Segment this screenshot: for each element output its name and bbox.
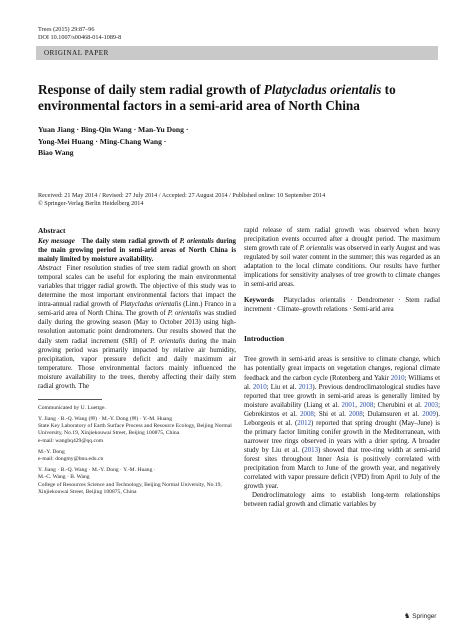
p1-f: ; Cherubini et al. xyxy=(373,401,425,409)
article-type-band xyxy=(36,46,438,60)
citation-link[interactable]: 2008 xyxy=(359,401,374,409)
affiliation-3 xyxy=(38,467,236,496)
title-part2: to environmental factors in a semi-arid area of North China xyxy=(38,82,396,113)
affil-3-names-1: Y. Jiang · B.-Q. Wang · M.-Y. Dong · Y.-M. Huang · xyxy=(38,467,156,474)
intro-paragraph-1 xyxy=(244,355,440,491)
right-column xyxy=(244,226,440,509)
abstract-heading: Abstract xyxy=(38,226,66,235)
author-list xyxy=(38,124,338,159)
p1-e: , xyxy=(355,401,360,409)
p1-h: ; Shi et al. xyxy=(313,410,349,418)
key-text-2: during the main growing period in semi-arid areas of North China is mainly limited by moisture availability. xyxy=(38,238,236,264)
citation-link[interactable]: 2001 xyxy=(341,401,356,409)
citation-link[interactable]: 2013 xyxy=(304,446,319,454)
affil-1-address: State Key Laboratory of Earth Surface Process and Resource Ecology, Beijing Normal University, No.19, Xinjiekouwai Street, Beijing 100875, China xyxy=(38,423,232,437)
p1-a: Tree growth in semi-arid areas is sensitive to climate change, which has potentially great impacts on vegetation changes, regional climate feedback and the carbon cycle (Rotenberg and Yakir xyxy=(244,356,440,382)
dates-line: Received: 21 May 2014 / Revised: 27 July 2014 / Accepted: 27 August 2014 / Published online: 10 September 2014 xyxy=(38,192,326,199)
journal-citation: Trees (2015) 29:87–96 xyxy=(38,26,95,33)
abstract-text-1: Finer resolution studies of tree stem radial growth on short temporal scales can be useful for exploring the main environmental variables that trigger radial growth. The objective of this study was to determine the most important environmental factors that impact the intra-annual radial growth of xyxy=(38,265,236,309)
footnote-rule xyxy=(38,399,102,400)
doi: DOI 10.1007/s00468-014-1089-8 xyxy=(38,34,122,41)
p1-k: ) reported that spring drought (May–June) is the primary factor limiting conifer growth in the Mediterranean, with narrower tree rings observed in years with a drier spring. A broader study by Liu et al. ( xyxy=(244,419,440,454)
footnotes xyxy=(38,405,236,496)
citation-link[interactable]: 2008 xyxy=(348,410,363,418)
affil-2-names: M.-Y. Dong xyxy=(38,448,65,455)
copyright-line: © Springer-Verlag Berlin Heidelberg 2014 xyxy=(38,200,144,208)
affiliation-1 xyxy=(38,416,236,445)
p1-i: ; Dulamsuren et al. xyxy=(362,410,423,418)
affiliation-2 xyxy=(38,449,236,463)
abstract-label: Abstract xyxy=(38,265,62,273)
key-species: P. orientalis xyxy=(179,238,214,245)
citation-link[interactable]: 2010 xyxy=(252,383,267,391)
springer-horse-icon: ♞ xyxy=(404,613,411,620)
p1-c: ; Liu et al. xyxy=(266,383,299,391)
affil-1-names: Y. Jiang · B.-Q. Wang (✉) · M.-Y. Dong (✉) · Y.-M. Huang xyxy=(38,416,172,422)
key-message-label: Key message xyxy=(38,238,75,245)
publisher-name: Springer xyxy=(412,613,437,620)
authors-line-2: Yong-Mei Huang · Ming-Chang Wang · xyxy=(38,136,167,146)
citation-link[interactable]: 2003 xyxy=(424,401,439,409)
left-column xyxy=(38,226,236,500)
authors-line-1: Yuan Jiang · Bing-Qin Wang · Man-Yu Dong · xyxy=(38,125,189,134)
affil-3-address: College of Resources Science and Technology, Beijing Normal University, No.19, Xinjiekouwai Street, Beijing 100875, China xyxy=(38,481,222,495)
article-title xyxy=(38,82,448,114)
citation-link[interactable]: 2009 xyxy=(422,410,436,418)
species-abbr-3: P. orientalis xyxy=(299,245,333,253)
abstract-body xyxy=(38,264,236,391)
p1-g: ; Gebrekirstos et al. xyxy=(244,401,440,418)
p1-b: ; Williams et al. xyxy=(244,374,441,391)
key-text-1: The daily stem radial growth of xyxy=(81,238,180,245)
title-species: Platycladus orientalis xyxy=(263,82,382,97)
p1-j: ). Leborgeois et al. ( xyxy=(244,410,441,427)
keywords-text: Platycladus orientalis · Dendrometer · Stem radial increment · Climate–growth relations · Semi-arid area xyxy=(244,297,440,314)
abstract-text-3: was studied daily during the growing season (May to October 2013) using high-resolution automatic point dendrometers. Our results showed that the daily stem radial increment (SRI) of xyxy=(38,310,236,345)
abstract-continued xyxy=(244,226,440,289)
keywords-label: Keywords xyxy=(244,297,274,305)
citation-link[interactable]: 2010 xyxy=(390,374,405,382)
publisher-logo xyxy=(404,612,436,620)
title-part1: Response of daily stem radial growth of xyxy=(38,82,264,97)
introduction-heading: Introduction xyxy=(244,334,285,344)
abstract-text-2: (Linn.) Franco in a semi-arid area of North China. The growth of xyxy=(38,301,236,318)
keywords xyxy=(244,296,440,314)
species-abbr-1: P. orientalis xyxy=(167,310,202,318)
abstract-right-text-1: rapid release of stem radial growth was observed when heavy precipitation events occurred after a drought period. The maximum stem growth rate of xyxy=(244,227,440,253)
affil-1-email[interactable]: e-mail: wangbq429@qq.com xyxy=(38,437,104,444)
article-type: ORIGINAL PAPER xyxy=(44,49,109,57)
p1-l: ) showed that tree-ring width at semi-arid forest sites throughout Inner Asia is positively correlated with precipitation from March to June of the growth year, and negatively correlated with vapor pressure deficit (VPD) from April to July of the growth year. xyxy=(244,446,440,491)
intro-paragraph-2: Dendroclimatology aims to establish long-term relationships between radial growth and climatic variables by xyxy=(244,492,440,509)
abstract-right-text-2: was observed in early August and was regulated by soil water content in the summer; this was regarded as an adaptation to the local climate conditions. Our results have further implications for sensitivity analyses of tree growth to climate changes in semi-arid areas. xyxy=(244,245,440,289)
abstract-text-4: during the main growing period was primarily impacted by relative air humidity, precipitation, vapor pressure deficit and daily maximum air temperature. Those environmental factors mainly influenced the moisture availability to the trees, thereby affecting their daily stem radial growth. The xyxy=(38,337,236,390)
species-abbr-2: P. orientalis xyxy=(150,337,186,345)
key-message xyxy=(38,237,236,264)
p1-d: ). Previous dendroclimatological studies have reported that tree growth in semi-arid areas is generally limited by moisture availability (Liang et al. xyxy=(244,383,440,409)
citation-link[interactable]: 2008 xyxy=(300,410,314,418)
affil-3-names-2: M.-C. Wang · B. Wang xyxy=(38,474,90,481)
citation-link[interactable]: 2013 xyxy=(298,383,313,391)
affil-2-email[interactable]: e-mail: dongmy@bnu.edu.cn xyxy=(38,456,104,463)
species-full: Platycladus orientalis xyxy=(120,301,182,309)
authors-line-3: Biao Wang xyxy=(38,148,74,157)
publication-dates xyxy=(38,192,458,209)
citation-link[interactable]: 2012 xyxy=(297,419,312,427)
communicated-by: Communicated by U. Luettge. xyxy=(38,404,106,411)
